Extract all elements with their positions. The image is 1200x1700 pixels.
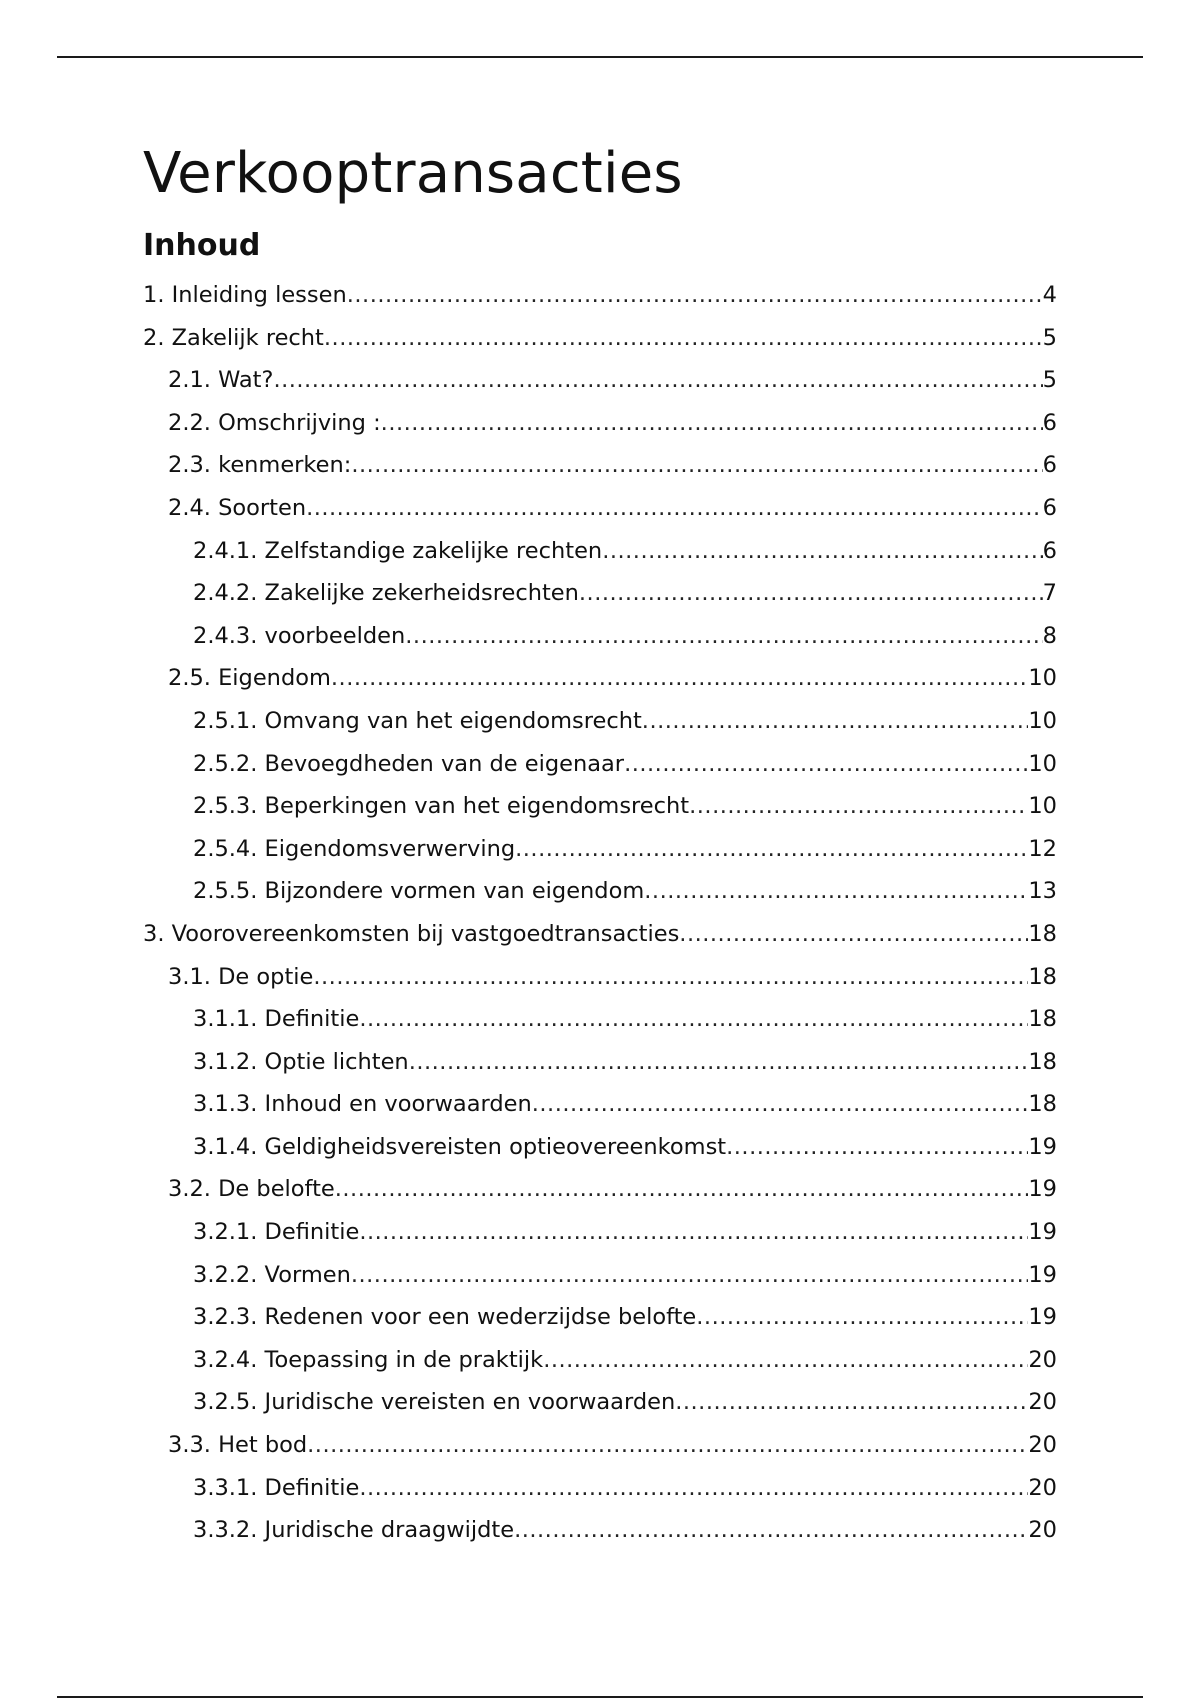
toc-entry-label: 1. Inleiding lessen	[143, 282, 347, 308]
toc-entry[interactable]	[143, 1296, 1057, 1339]
toc-entry-label: 3. Voorovereenkomsten bij vastgoedtransacties	[143, 920, 680, 947]
toc-heading: Inhoud	[143, 228, 261, 263]
toc-entry-label: 3.2.3. Redenen voor een wederzijdse belofte	[193, 1304, 697, 1331]
toc-entry-page-number: 6	[1042, 494, 1057, 521]
toc-entry-label: 2.1. Wat?	[168, 367, 274, 394]
toc-entry-page-number: 19	[1028, 1133, 1057, 1160]
toc-entry-page-number: 10	[1028, 665, 1057, 692]
toc-dot-leader	[381, 402, 1043, 445]
toc-entry[interactable]	[143, 274, 1057, 317]
toc-entry-page-number: 20	[1028, 1517, 1057, 1544]
toc-entry-page-number: 18	[1028, 1091, 1057, 1118]
toc-entry-label: 3.3.1. Definitie	[193, 1474, 360, 1501]
toc-entry-page-number: 10	[1028, 793, 1057, 820]
toc-entry[interactable]	[143, 402, 1057, 445]
toc-entry[interactable]	[143, 487, 1057, 530]
toc-entry-page-number: 19	[1028, 1261, 1057, 1288]
toc-dot-leader	[515, 828, 1028, 871]
toc-entry[interactable]	[143, 615, 1057, 658]
toc-entry-label: 3.1.2. Optie lichten	[193, 1048, 409, 1075]
toc-entry[interactable]	[143, 1339, 1057, 1382]
toc-entry-page-number: 7	[1042, 580, 1057, 607]
toc-entry-page-number: 13	[1028, 878, 1057, 905]
toc-dot-leader	[624, 743, 1028, 786]
toc-entry-label: 3.2.4. Toepassing in de praktijk	[193, 1346, 544, 1373]
document-title: Verkooptransacties	[143, 141, 683, 206]
toc-dot-leader	[351, 1254, 1029, 1297]
toc-entry-page-number: 5	[1042, 324, 1057, 351]
toc-entry-page-number: 20	[1028, 1474, 1057, 1501]
toc-entry[interactable]	[143, 700, 1057, 743]
toc-entry-label: 2.4.3. voorbeelden	[193, 622, 406, 649]
toc-entry[interactable]	[143, 1254, 1057, 1297]
toc-dot-leader	[675, 1381, 1028, 1424]
toc-entry[interactable]	[143, 572, 1057, 615]
toc-entry[interactable]	[143, 1509, 1057, 1552]
toc-dot-leader	[359, 1467, 1028, 1510]
toc-entry-page-number: 5	[1042, 367, 1057, 394]
toc-entry-page-number: 18	[1028, 963, 1057, 990]
toc-dot-leader	[405, 615, 1042, 658]
toc-entry[interactable]	[143, 657, 1057, 700]
toc-dot-leader	[324, 317, 1043, 360]
toc-entry-label: 2.5.2. Bevoegdheden van de eigenaar	[193, 750, 625, 777]
toc-entry-page-number: 19	[1028, 1176, 1057, 1203]
toc-entry-label: 2.5.5. Bijzondere vormen van eigendom	[193, 878, 645, 905]
toc-entry-label: 3.2. De belofte	[168, 1176, 335, 1203]
toc-entry[interactable]	[143, 317, 1057, 360]
toc-entry-page-number: 10	[1028, 750, 1057, 777]
toc-entry-page-number: 8	[1042, 622, 1057, 649]
toc-dot-leader	[307, 1424, 1028, 1467]
toc-entry-page-number: 20	[1028, 1389, 1057, 1416]
toc-entry[interactable]	[143, 1381, 1057, 1424]
toc-entry[interactable]	[143, 1424, 1057, 1467]
toc-entry-page-number: 20	[1028, 1432, 1057, 1459]
toc-dot-leader	[726, 1126, 1028, 1169]
toc-entry[interactable]	[143, 913, 1057, 956]
toc-entry[interactable]	[143, 828, 1057, 871]
toc-entry[interactable]	[143, 1211, 1057, 1254]
toc-entry-page-number: 18	[1028, 920, 1057, 947]
toc-entry[interactable]	[143, 444, 1057, 487]
toc-dot-leader	[331, 657, 1028, 700]
toc-entry-label: 2.2. Omschrijving :	[168, 409, 381, 436]
toc-entry[interactable]	[143, 530, 1057, 573]
toc-dot-leader	[359, 998, 1028, 1041]
toc-entry-page-number: 18	[1028, 1048, 1057, 1075]
toc-entry-page-number: 4	[1042, 282, 1057, 308]
toc-dot-leader	[696, 1296, 1028, 1339]
toc-dot-leader	[273, 359, 1042, 402]
toc-entry-label: 2.4.1. Zelfstandige zakelijke rechten	[193, 537, 603, 564]
toc-entry-page-number: 12	[1028, 835, 1057, 862]
toc-entry[interactable]	[143, 1041, 1057, 1084]
header-rule	[57, 56, 1143, 58]
toc-entry-page-number: 20	[1028, 1346, 1057, 1373]
toc-entry-label: 2.5.1. Omvang van het eigendomsrecht	[193, 707, 642, 734]
toc-dot-leader	[514, 1509, 1028, 1552]
toc-entry[interactable]	[143, 1126, 1057, 1169]
toc-entry-label: 2.5.4. Eigendomsverwerving	[193, 835, 516, 862]
toc-entry[interactable]	[143, 1467, 1057, 1510]
footer-rule	[57, 1696, 1143, 1698]
toc-dot-leader	[306, 487, 1043, 530]
toc-dot-leader	[679, 913, 1028, 956]
toc-entry[interactable]	[143, 1168, 1057, 1211]
toc-entry-label: 2. Zakelijk recht	[143, 324, 324, 351]
toc-entry-page-number: 6	[1042, 537, 1057, 564]
toc-entry-label: 3.3. Het bod	[168, 1432, 308, 1459]
toc-dot-leader	[409, 1041, 1029, 1084]
table-of-contents	[143, 274, 1057, 1552]
toc-entry-page-number: 6	[1042, 452, 1057, 479]
toc-dot-leader	[644, 870, 1028, 913]
toc-entry-page-number: 10	[1028, 707, 1057, 734]
toc-entry-label: 2.5.3. Beperkingen van het eigendomsrecht	[193, 793, 690, 820]
toc-entry-page-number: 6	[1042, 409, 1057, 436]
toc-dot-leader	[347, 274, 1043, 317]
toc-entry-label: 3.3.2. Juridische draagwijdte	[193, 1517, 515, 1544]
toc-entry[interactable]	[143, 743, 1057, 786]
toc-entry[interactable]	[143, 998, 1057, 1041]
toc-entry-page-number: 18	[1028, 1006, 1057, 1033]
toc-entry-label: 3.2.1. Definitie	[193, 1219, 360, 1246]
toc-entry[interactable]	[143, 359, 1057, 402]
toc-entry[interactable]	[143, 1083, 1057, 1126]
toc-entry-label: 2.5. Eigendom	[168, 665, 331, 692]
toc-entry-label: 2.3. kenmerken:	[168, 452, 352, 479]
toc-entry-label: 3.1. De optie	[168, 963, 314, 990]
toc-dot-leader	[532, 1083, 1029, 1126]
toc-entry-label: 3.2.2. Vormen	[193, 1261, 351, 1288]
toc-entry-label: 3.1.3. Inhoud en voorwaarden	[193, 1091, 532, 1118]
toc-dot-leader	[579, 572, 1043, 615]
toc-dot-leader	[335, 1168, 1029, 1211]
toc-dot-leader	[602, 530, 1042, 573]
toc-entry-label: 2.4.2. Zakelijke zekerheidsrechten	[193, 580, 579, 607]
toc-dot-leader	[351, 444, 1042, 487]
toc-dot-leader	[313, 956, 1028, 999]
toc-entry[interactable]	[143, 956, 1057, 999]
toc-dot-leader	[543, 1339, 1028, 1382]
toc-entry-page-number: 19	[1028, 1304, 1057, 1331]
toc-dot-leader	[359, 1211, 1028, 1254]
toc-dot-leader	[689, 785, 1028, 828]
toc-entry-label: 2.4. Soorten	[168, 494, 307, 521]
toc-dot-leader	[642, 700, 1029, 743]
document-page	[143, 138, 1057, 1552]
toc-entry[interactable]	[143, 785, 1057, 828]
toc-entry[interactable]	[143, 870, 1057, 913]
toc-entry-label: 3.1.4. Geldigheidsvereisten optieovereenkomst	[193, 1133, 727, 1160]
toc-entry-label: 3.2.5. Juridische vereisten en voorwaarden	[193, 1389, 676, 1416]
toc-entry-page-number: 19	[1028, 1219, 1057, 1246]
toc-entry-label: 3.1.1. Definitie	[193, 1006, 360, 1033]
